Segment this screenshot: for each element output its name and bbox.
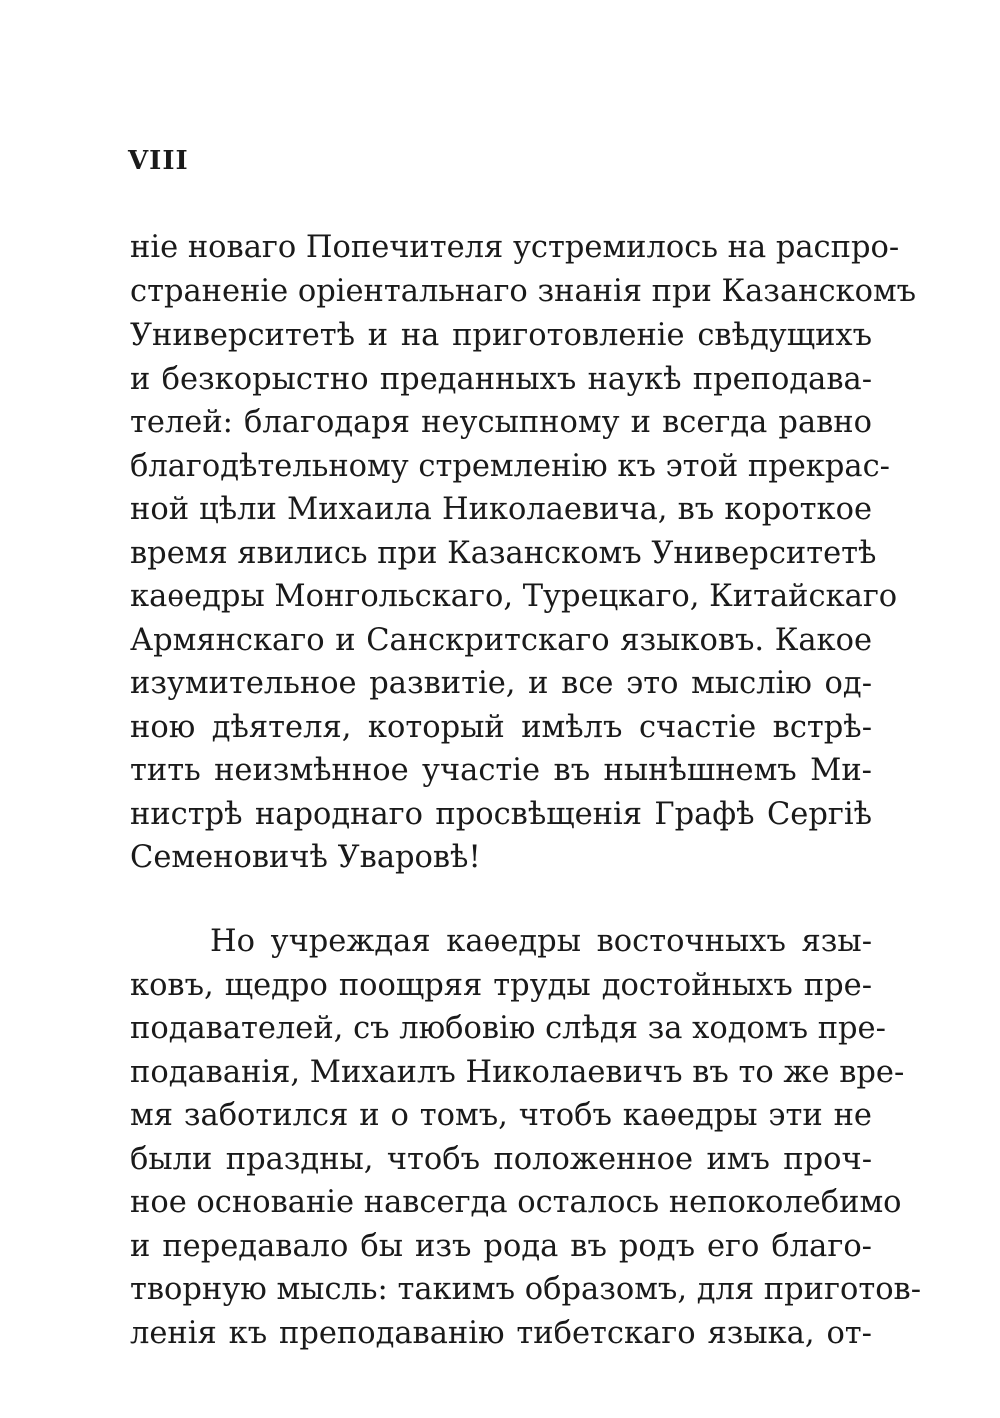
text-line: подавателей, съ любовію слѣдя за ходомъ пре- — [130, 1011, 886, 1046]
text-line: ное основаніе навсегда осталось непоколебимо — [130, 1185, 902, 1220]
text-line: мя заботился и о томъ, чтобъ каѳедры эти не — [130, 1098, 872, 1133]
text-line: подаванія, Михаилъ Николаевичъ въ то же вре- — [130, 1055, 905, 1090]
text-line: были праздны, чтобъ положенное имъ проч- — [130, 1142, 872, 1177]
text-line: Университетѣ и на приготовленіе свѣдущихъ — [130, 318, 872, 353]
text-line: страненіе оріентальнаго знанія при Казанскомъ — [130, 274, 917, 309]
text-line: Но учреждая каѳедры восточныхъ язы- — [210, 924, 872, 959]
text-line: благодѣтельному стремленію къ этой прекрас- — [130, 449, 890, 484]
text-line: ной цѣли Михаила Николаевича, въ короткое — [130, 492, 872, 527]
text-line: тить неизмѣнное участіе въ нынѣшнемъ Ми- — [130, 753, 872, 788]
text-line: каѳедры Монгольскаго, Турецкаго, Китайскаго — [130, 579, 898, 614]
text-line: ною дѣятеля, который имѣлъ счастіе встрѣ- — [130, 710, 872, 745]
text-line: ленія къ преподаванію тибетскаго языка, от- — [130, 1316, 872, 1351]
text-line: телей: благодаря неусыпному и всегда равно — [130, 405, 872, 440]
text-line: ковъ, щедро поощряя труды достойныхъ пре- — [130, 968, 872, 1003]
text-line: изумительное развитіе, и все это мыслію од- — [130, 666, 872, 701]
text-line: и безкорыстно преданныхъ наукѣ преподава- — [130, 362, 872, 397]
text-line: Семеновичѣ Уваровѣ! — [130, 840, 481, 875]
text-line: творную мысль: такимъ образомъ, для приготов- — [130, 1272, 922, 1307]
page-number: VIII — [128, 146, 189, 176]
text-line: ніе новаго Попечителя устремилось на распро- — [130, 230, 900, 265]
text-line: нистрѣ народнаго просвѣщенія Графѣ Сергіѣ — [130, 797, 872, 832]
text-line: время явились при Казанскомъ Университетѣ — [130, 536, 877, 571]
text-line: Армянскаго и Санскритскаго языковъ. Какое — [130, 623, 872, 658]
text-line: и передавало бы изъ рода въ родъ его благо- — [130, 1229, 872, 1264]
